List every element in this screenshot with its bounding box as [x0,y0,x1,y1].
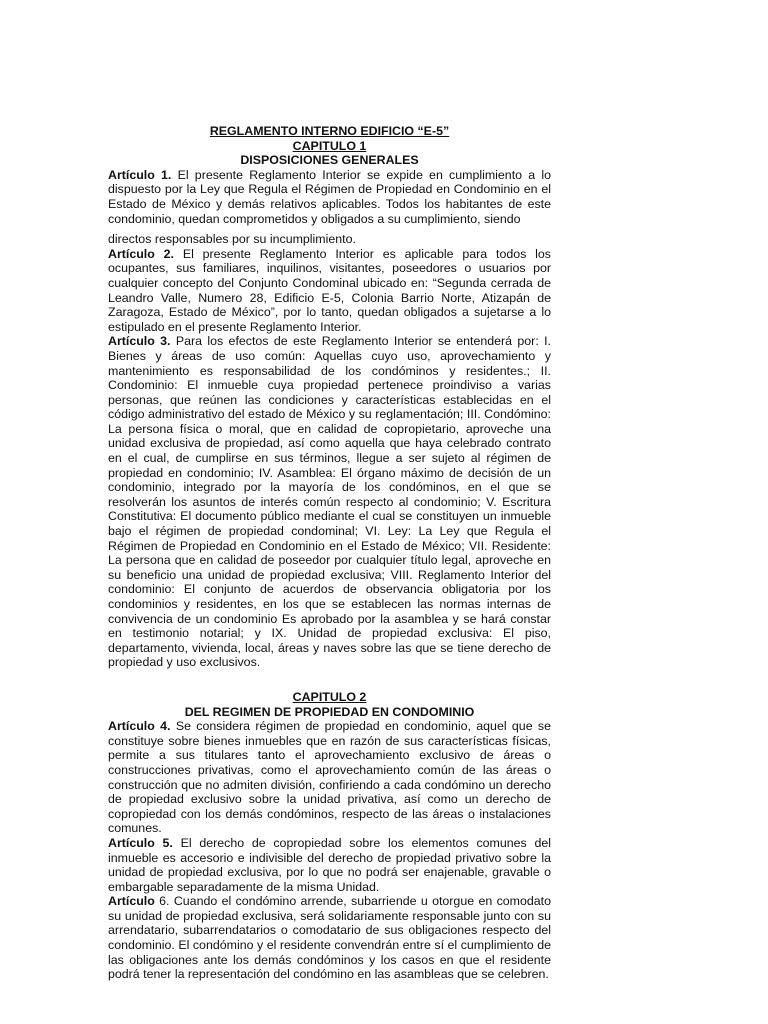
article-3-label: Artículo 3. [108,334,171,349]
article-1-text: El presente Reglamento Interior se expide en cumplimiento a lo dispuesto por la Ley que Regula el Régimen de Propiedad en Condominio en el Estado de México y demás relativos aplicables. Todos los habitantes de este condominio, quedan comprometidos y obligados a su cumplimiento, siendo [108,167,551,226]
article-1-label: Artículo 1. [108,167,172,182]
article-4 [108,719,551,836]
article-3-text: Para los efectos de este Reglamento Interior se entenderá por: I. Bienes y áreas de uso común: Aquellas cuyo uso, aprovechamiento y mantenimiento es responsabilidad de los condóminos y residentes.; II. Condominio: El inmueble cuya propiedad pertenece proindiviso a varias personas, que reúnen las condiciones y características establecidas en el código administrativo del estado de México y su reglamentación; III. Condómino: La persona física o moral, que en calidad de copropietario, aproveche una unidad exclusiva de propiedad, así como aquella que haya celebrado contrato en el cual, de cumplirse en sus términos, llegue a ser sujeto al régimen de propiedad en condominio; IV. Asamblea: El órgano máximo de decisión de un condominio, integrado por la mayoría de los condóminos, en el que se resolverán los asuntos de interés común respecto al condominio; V. Escritura Constitutiva: El documento público mediante el cual se constituyen un inmueble bajo el régimen de propiedad condominal; VI. Ley: La Ley que Regula el Régimen de Propiedad en Condominio en el Estado de México; VII. Residente: La persona que en calidad de poseedor por cualquier título legal, aproveche en su beneficio una unidad de propiedad exclusiva; VIII. Reglamento Interior del condominio: El conjunto de acuerdos de observancia obligatoria por los condominios y residentes, en los que se establecen las normas internas de convivencia de un condominio Es aprobado por la asamblea y se hará constar en testimonio notarial; y IX. Unidad de propiedad exclusiva: El piso, departamento, vivienda, local, áreas y naves sobre las que se tiene derecho de propiedad y uso exclusivos. [108,334,551,670]
article-2-label: Artículo 2. [108,246,174,261]
article-2 [108,247,551,335]
article-5 [108,836,551,894]
article-1 [108,168,551,226]
article-4-label: Artículo 4. [108,719,171,734]
article-1-continuation: directos responsables por su incumplimiento. [108,232,356,247]
document-title: REGLAMENTO INTERNO EDIFICIO “E-5” [209,124,450,138]
article-6-text: 6. Cuando el condómino arrende, subarriende u otorgue en comodato su unidad de propiedad exclusiva, será solidariamente responsable junto con su arrendatario, subarrendatarios o comodatario de sus obligaciones respecto del condominio. El condómino y el residente convendrán entre sí el cumplimiento de las obligaciones ante los demás condóminos y los casos en que el residente podrá tener la representación del condómino en las asambleas que se celebren. [108,894,551,982]
article-5-label: Artículo 5. [108,835,173,850]
article-6-label: Artículo [108,894,155,909]
chapter-1-subheading: DISPOSICIONES GENERALES [240,153,419,168]
article-2-text: El presente Reglamento Interior es aplicable para todos los ocupantes, sus familiares, inquilinos, visitantes, poseedores o usuarios por cualquier concepto del Conjunto Condominal ubicado en: “Segunda cerrada de Leandro Valle, Numero 28, Edificio E-5, Colonia Barrio Norte, Atizapán de Zaragoza, Estado de México”, por lo tanto, quedan obligados a sujetarse a lo estipulado en el presente Reglamento Interior. [108,246,551,334]
chapter-1-heading: CAPITULO 1 [292,138,367,153]
article-5-text: El derecho de copropiedad sobre los elementos comunes del inmueble es accesorio e indivisible del derecho de propiedad privativo sobre la unidad de propiedad exclusiva, por lo que no podrá ser enajenable, gravable o embargable separadamente de la misma Unidad. [108,835,551,894]
document-body [108,124,551,982]
chapter-2-heading: CAPITULO 2 [292,689,367,704]
chapter-2-subheading: DEL REGIMEN DE PROPIEDAD EN CONDOMINIO [184,704,475,719]
section-gap [108,670,551,690]
article-3 [108,334,551,670]
article-6 [108,894,551,982]
article-4-text: Se considera régimen de propiedad en condominio, aquel que se constituye sobre bienes inmuebles que en razón de sus características físicas, permite a sus titulares tanto el aprovechamiento exclusivo de áreas o construcciones privativas, como el aprovechamiento común de las áreas o construcción que no admiten división, confiriendo a cada condómino un derecho de propiedad exclusivo sobre la unidad privativa, así como un derecho de copropiedad con los demás condóminos, respecto de las áreas o instalaciones comunes. [108,719,552,836]
